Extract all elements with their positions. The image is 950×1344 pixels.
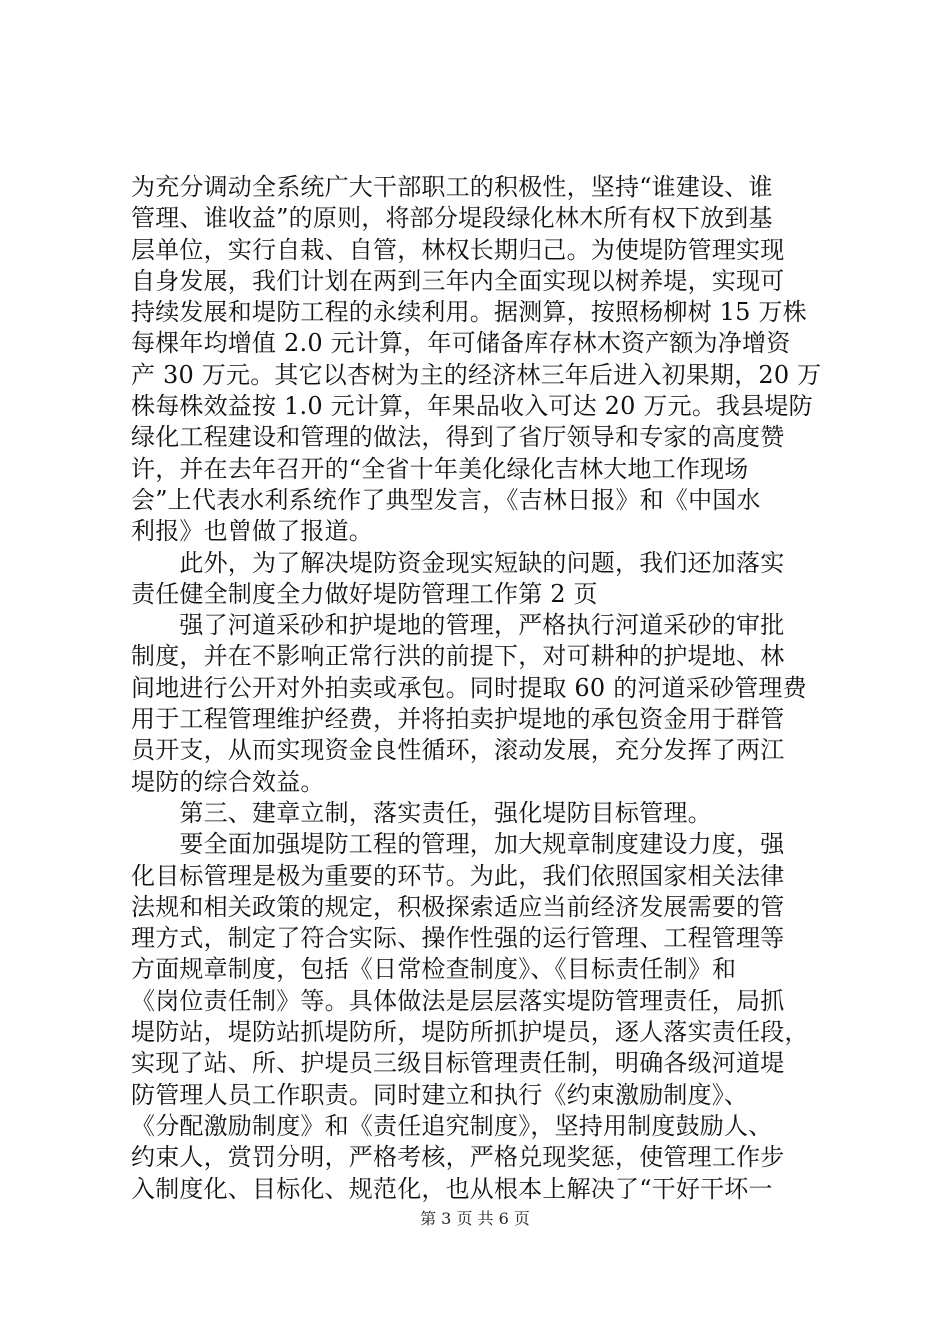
text-line: 堤防的综合效益。 — [131, 767, 325, 796]
text-line: 利报》也曾做了报道。 — [131, 517, 373, 546]
text-line: 为充分调动全系统广大干部职工的积极性，坚持“谁建设、谁 — [131, 173, 773, 201]
text-line: 入制度化、目标化、规范化，也从根本上解决了“干好干坏一 — [131, 1174, 773, 1203]
text-line: 第三、建章立制，落实责任，强化堤防目标管理。 — [131, 798, 712, 827]
text-line: 用于工程管理维护经费，并将拍卖护堤地的承包资金用于群管 — [131, 705, 785, 734]
text-line: 法规和相关政策的规定，积极探索适应当前经济发展需要的管 — [131, 892, 785, 921]
text-line: 绿化工程建设和管理的做法，得到了省厅领导和专家的高度赞 — [131, 423, 785, 452]
text-line: 方面规章制度，包括《日常检查制度》、《目标责任制》和 — [131, 955, 737, 984]
text-line: 此外，为了解决堤防资金现实短缺的问题，我们还加落实 — [131, 548, 785, 577]
text-line: 责任健全制度全力做好堤防管理工作第 2 页 — [131, 579, 598, 608]
text-line: 化目标管理是极为重要的环节。为此，我们依照国家相关法律 — [131, 861, 785, 890]
text-line: 要全面加强堤防工程的管理，加大规章制度建设力度，强 — [131, 830, 785, 859]
text-line: 防管理人员工作职责。同时建立和执行《约束激励制度》、 — [131, 1080, 749, 1109]
text-line: 间地进行公开对外拍卖或承包。同时提取 60 的河道采砂管理费 — [131, 673, 807, 702]
text-line: 理方式，制定了符合实际、操作性强的运行管理、工程管理等 — [131, 924, 785, 953]
text-line: 制度，并在不影响正常行洪的前提下，对可耕种的护堤地、林 — [131, 642, 785, 671]
text-line: 持续发展和堤防工程的永续利用。据测算，按照杨柳树 15 万株 — [131, 298, 807, 327]
page-footer: 第 3 页 共 6 页 — [420, 1209, 530, 1228]
text-line: 约束人，赏罚分明，严格考核，严格兑现奖惩，使管理工作步 — [131, 1143, 785, 1172]
text-line: 每棵年均增值 2.0 元计算，年可储备库存林木资产额为净增资 — [131, 329, 791, 358]
text-line: 《岗位责任制》等。具体做法是层层落实堤防管理责任，局抓 — [131, 986, 785, 1015]
document-body — [131, 172, 831, 1205]
text-line: 实现了站、所、护堤员三级目标管理责任制，明确各级河道堤 — [131, 1049, 785, 1078]
text-line: 堤防站，堤防站抓堤防所，堤防所抓护堤员，逐人落实责任段， — [131, 1018, 809, 1047]
text-line: 层单位，实行自栽、自管，林权长期归己。为使堤防管理实现 — [131, 235, 785, 264]
text-line: 许，并在去年召开的“全省十年美化绿化吉林大地工作现场 — [131, 454, 749, 483]
text-line: 强了河道采砂和护堤地的管理，严格执行河道采砂的审批 — [131, 611, 785, 640]
text-line: 产 30 万元。其它以杏树为主的经济林三年后进入初果期，20 万 — [131, 360, 822, 389]
text-line: 《分配激励制度》和《责任追究制度》，坚持用制度鼓励人、 — [131, 1111, 773, 1140]
text-line: 会”上代表水利系统作了典型发言，《吉林日报》和《中国水 — [131, 485, 761, 514]
text-line: 株每株效益按 1.0 元计算，年果品收入可达 20 万元。我县堤防 — [131, 392, 813, 421]
text-line: 员开支，从而实现资金良性循环，滚动发展，充分发挥了两江 — [131, 736, 785, 765]
text-line: 管理、谁收益”的原则，将部分堤段绿化林木所有权下放到基 — [131, 204, 773, 233]
text-line: 自身发展，我们计划在两到三年内全面实现以树养堤，实现可 — [131, 266, 785, 295]
